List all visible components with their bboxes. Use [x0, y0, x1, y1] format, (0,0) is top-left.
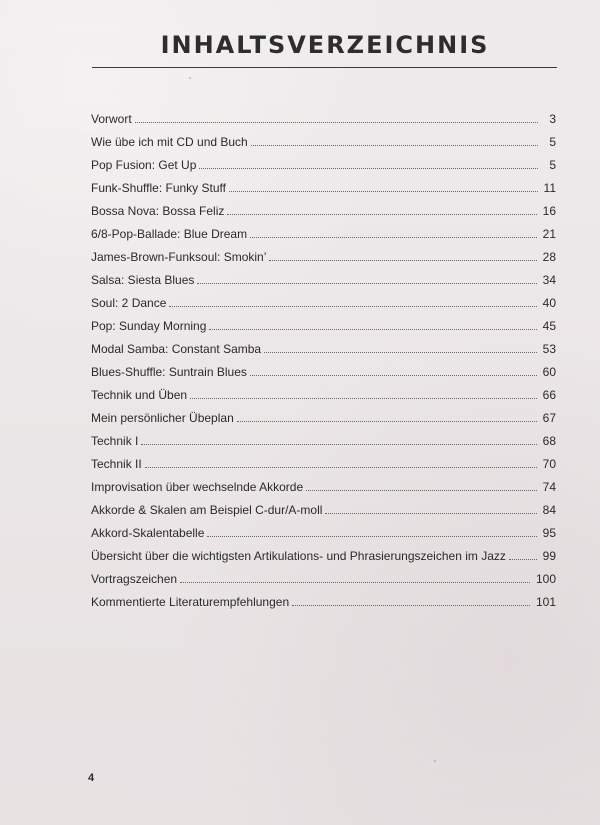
toc-entry	[91, 448, 556, 471]
toc-entry-title: Technik II	[91, 457, 142, 471]
toc-entry	[91, 172, 556, 195]
toc-entry-title: Bossa Nova: Bossa Feliz	[91, 204, 225, 218]
toc-entry-page: 68	[542, 434, 556, 448]
toc-entry	[91, 287, 556, 310]
toc-entry	[91, 264, 556, 287]
toc-entry-page: 74	[542, 480, 556, 494]
toc-entry	[91, 103, 556, 126]
toc-entry	[91, 471, 556, 494]
toc-entry-title: Technik I	[91, 434, 139, 448]
toc-entry-page: 3	[549, 112, 556, 126]
toc-entry-title: Wie übe ich mit CD und Buch	[91, 135, 248, 149]
dot-leader	[509, 559, 537, 560]
toc-entry-title: Mein persönlicher Übeplan	[91, 411, 234, 425]
toc-entry-page: 70	[542, 457, 556, 471]
dot-leader	[251, 145, 538, 146]
dot-leader	[306, 490, 537, 491]
toc-entry-title: James-Brown-Funksoul: Smokin’	[91, 250, 267, 264]
dot-leader	[292, 605, 530, 606]
dot-leader	[250, 237, 537, 238]
toc-entry-title: Kommentierte Literaturempfehlungen	[91, 595, 290, 609]
toc-entry-page: 67	[542, 411, 556, 425]
toc-entry-title: Vorwort	[91, 112, 132, 126]
toc-entry-page: 99	[542, 549, 556, 563]
toc-entry-title: Technik und Üben	[91, 388, 188, 402]
toc-entry-page: 84	[542, 503, 556, 517]
paper-speck	[434, 760, 436, 762]
toc-entry-page: 66	[542, 388, 556, 402]
toc-entry	[91, 517, 556, 540]
toc-entry	[91, 310, 556, 333]
toc-entry	[91, 333, 556, 356]
toc-entry	[91, 425, 556, 448]
dot-leader	[169, 306, 536, 307]
toc-entry-page: 5	[549, 158, 556, 172]
toc-entry-page: 95	[542, 526, 556, 540]
toc-entry-page: 45	[542, 319, 556, 333]
toc-entry-page: 34	[542, 273, 556, 287]
toc-entry	[91, 149, 556, 172]
title-divider	[92, 67, 557, 68]
toc-entry-title: Salsa: Siesta Blues	[91, 273, 195, 287]
dot-leader	[180, 582, 530, 583]
toc-entry	[91, 563, 556, 586]
toc-entry	[91, 402, 556, 425]
dot-leader	[269, 260, 536, 261]
toc-entry-title: Vortragszeichen	[91, 572, 178, 586]
toc-entry-page: 11	[543, 181, 556, 195]
dot-leader	[145, 467, 537, 468]
toc-entry	[91, 379, 556, 402]
dot-leader	[141, 444, 536, 445]
toc-entry-page: 21	[542, 227, 556, 241]
dot-leader	[197, 283, 536, 284]
toc-entry	[91, 195, 556, 218]
toc-entry-page: 100	[535, 572, 556, 586]
toc-entry-title: Pop Fusion: Get Up	[91, 158, 197, 172]
toc-entry	[91, 356, 556, 379]
toc-entry	[91, 586, 556, 609]
toc-entry-title: Improvisation über wechselnde Akkorde	[91, 480, 304, 494]
paper-speck	[189, 77, 191, 79]
page-number: 4	[88, 772, 95, 784]
toc-entry-title: Soul: 2 Dance	[91, 296, 167, 310]
dot-leader	[250, 375, 537, 376]
toc-entry	[91, 540, 556, 563]
toc-entry	[91, 494, 556, 517]
dot-leader	[135, 122, 538, 123]
toc-entry-page: 5	[549, 135, 556, 149]
toc-entry-page: 60	[542, 365, 556, 379]
toc-entry-page: 53	[542, 342, 556, 356]
dot-leader	[237, 421, 537, 422]
dot-leader	[207, 536, 536, 537]
toc-entry-page: 16	[542, 204, 556, 218]
page-title: INHALTSVERZEICHNIS	[160, 31, 490, 59]
dot-leader	[264, 352, 537, 353]
toc-entry-title: Funk-Shuffle: Funky Stuff	[91, 181, 226, 195]
toc-entry	[91, 218, 556, 241]
toc-entry-title: Übersicht über die wichtigsten Artikulations- und Phrasierungszeichen im Jazz	[91, 549, 506, 563]
toc-entry-title: Akkorde & Skalen am Beispiel C-dur/A-moll	[91, 503, 323, 517]
toc-entry-page: 40	[542, 296, 556, 310]
dot-leader	[199, 168, 538, 169]
toc-entry-title: Akkord-Skalentabelle	[91, 526, 205, 540]
toc-entry-page: 28	[542, 250, 556, 264]
dot-leader	[209, 329, 536, 330]
table-of-contents	[91, 103, 556, 609]
toc-entry-page: 101	[535, 595, 556, 609]
dot-leader	[227, 214, 536, 215]
toc-entry-title: Modal Samba: Constant Samba	[91, 342, 262, 356]
toc-entry	[91, 241, 556, 264]
toc-entry-title: 6/8-Pop-Ballade: Blue Dream	[91, 227, 248, 241]
dot-leader	[229, 191, 538, 192]
dot-leader	[325, 513, 536, 514]
dot-leader	[190, 398, 537, 399]
toc-entry-title: Pop: Sunday Morning	[91, 319, 207, 333]
toc-entry	[91, 126, 556, 149]
toc-entry-title: Blues-Shuffle: Suntrain Blues	[91, 365, 247, 379]
